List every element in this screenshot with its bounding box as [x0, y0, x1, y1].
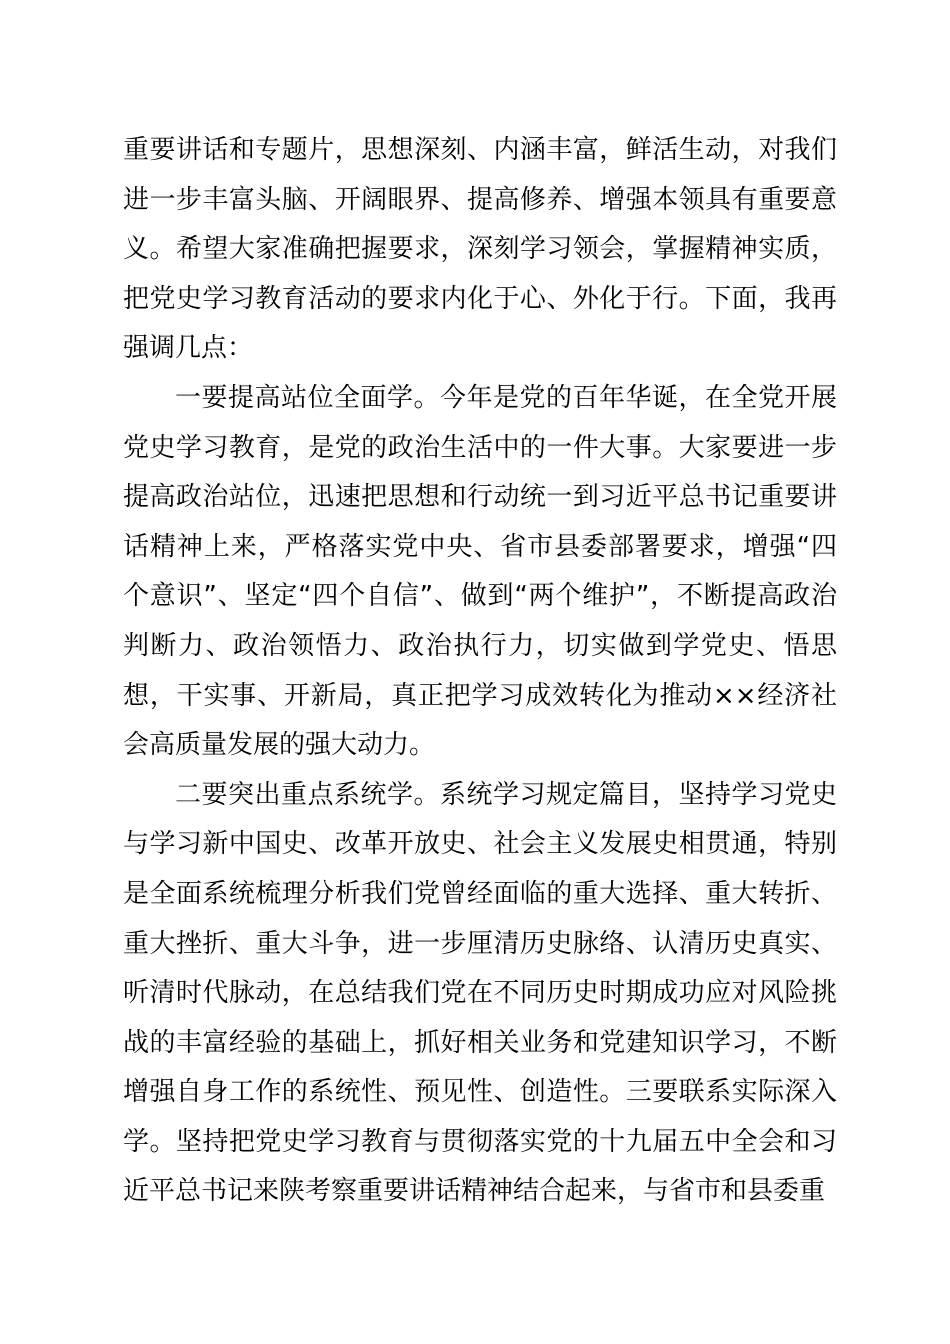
paragraph-point-two: 二要突出重点系统学。系统学习规定篇目，坚持学习党史与学习新中国史、改革开放史、社会主义发展史相贯通，特别是全面系统梳理分析我们党曾经面临的重大选择、重大转折、重大挫折、重大斗争，进一步厘清历史脉络、认清历史真实、听清时代脉动，在总结我们党在不同历史时期成功应对风险挑战的丰富经验的基础上，抓好相关业务和党建知识学习，不断增强自身工作的系统性、预见性、创造性。三要联系实际深入学。坚持把党史学习教育与贯彻落实党的十九届五中全会和习近平总书记来陕考察重要讲话精神结合起来，与省市和县委重 [123, 779, 837, 1207]
document-body [123, 126, 837, 1217]
paragraph-continuation: 重要讲话和专题片，思想深刻、内涵丰富，鲜活生动，对我们进一步丰富头脑、开阔眼界、提高修养、增强本领具有重要意义。希望大家准确把握要求，深刻学习领会，掌握精神实质，把党史学习教育活动的要求内化于心、外化于行。下面，我再强调几点： [123, 135, 837, 364]
paragraph-point-one: 一要提高站位全面学。今年是党的百年华诞，在全党开展党史学习教育，是党的政治生活中的一件大事。大家要进一步提高政治站位，迅速把思想和行动统一到习近平总书记重要讲话精神上来，严格落实党中央、省市县委部署要求，增强“四个意识”、坚定“四个自信”、做到“两个维护”，不断提高政治判断力、政治领悟力、政治执行力，切实做到学党史、悟思想，干实事、开新局，真正把学习成效转化为推动××经济社会高质量发展的强大动力。 [123, 382, 837, 761]
